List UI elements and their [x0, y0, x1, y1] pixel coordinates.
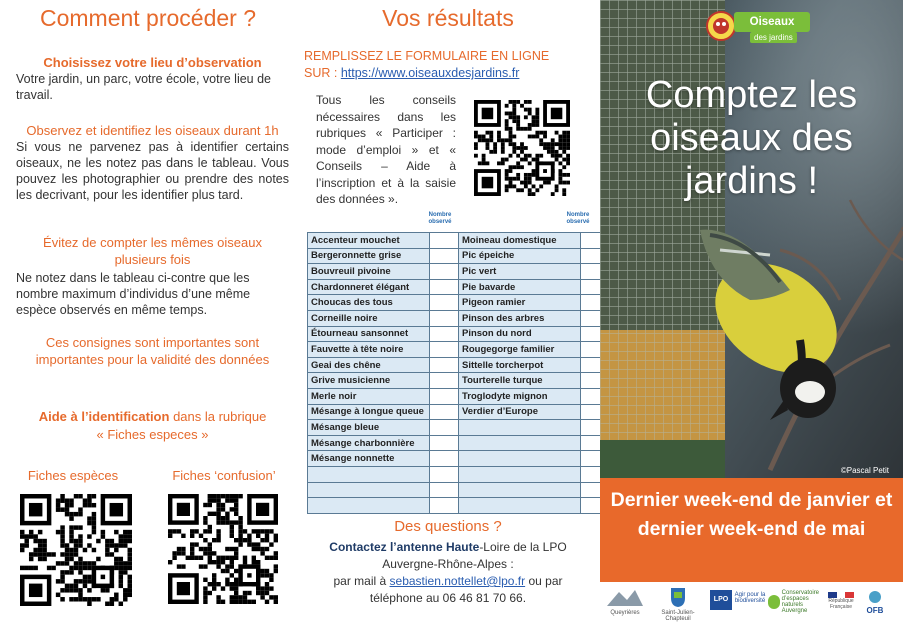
bird-name-cell: Pinson des arbres	[459, 310, 581, 326]
identification-help-bold: Aide à l’identification	[38, 409, 170, 424]
bird-name-cell: Pic vert	[459, 264, 581, 280]
tips-text: Tous les conseils nécessaires dans les rubriques « Participer : mode d’emploi » et « Conseils – Aide à l’inscription et à la saisie des données ».	[316, 93, 456, 206]
table-row	[308, 233, 610, 249]
table-row	[308, 466, 610, 482]
table-row	[308, 264, 610, 280]
bird-name-cell: Tourterelle turque	[459, 373, 581, 389]
bird-name-cell: Pinson du nord	[459, 326, 581, 342]
bird-name-cell: Bergeronnette grise	[308, 248, 430, 264]
bird-name-cell: Pie bavarde	[459, 279, 581, 295]
bird-name-cell	[308, 466, 430, 482]
bird-name-cell	[459, 466, 581, 482]
how-to-column	[0, 0, 296, 626]
count-cell[interactable]	[430, 388, 459, 404]
fill-form-sur: SUR :	[304, 66, 341, 80]
logo-subtitle: des jardins	[750, 32, 797, 43]
bird-name-cell: Bouvreuil pivoine	[308, 264, 430, 280]
table-row	[308, 435, 610, 451]
contact-rest: -Loire de la LPO Auvergne-Rhône-Alpes :	[382, 540, 567, 571]
table-row	[308, 357, 610, 373]
bird-name-cell: Geai des chêne	[308, 357, 430, 373]
section-avoid	[16, 234, 289, 318]
section-important-title: Ces consignes sont importantes sont importantes pour la validité des données	[35, 335, 270, 367]
section-observe-title: Observez et identifiez les oiseaux durant 1h	[26, 123, 279, 138]
photo-credit: ©Pascal Petit	[840, 466, 889, 475]
table-row	[308, 310, 610, 326]
bird-name-cell: Corneille noire	[308, 310, 430, 326]
bird-name-cell	[308, 498, 430, 514]
bird-name-cell	[459, 498, 581, 514]
table-row	[308, 482, 610, 498]
count-cell[interactable]	[430, 498, 459, 514]
partner-logo: LPO	[710, 590, 734, 610]
partner-logos	[600, 582, 903, 626]
partner-logo: OFB	[860, 590, 890, 615]
oiseaux-des-jardins-logo	[706, 6, 810, 46]
table-row	[308, 342, 610, 358]
bird-name-cell: Troglodyte mignon	[459, 388, 581, 404]
bird-name-cell: Moineau domestique	[459, 233, 581, 249]
identification-help	[16, 408, 289, 444]
table-row	[308, 373, 610, 389]
partner-logo: Agir pour la biodiversité	[734, 592, 766, 604]
partner-logo: Queyrières	[602, 586, 648, 616]
questions-title: Des questions ?	[394, 518, 502, 535]
count-cell[interactable]	[430, 279, 459, 295]
dates-text: Dernier week-end de janvier et dernier week-end de mai	[610, 489, 893, 540]
section-observe	[16, 122, 289, 203]
table-row	[308, 388, 610, 404]
fill-form-text	[304, 48, 594, 82]
bird-name-cell: Accenteur mouchet	[308, 233, 430, 249]
bird-name-cell	[459, 435, 581, 451]
table-row	[308, 248, 610, 264]
bird-name-cell: Merle noir	[308, 388, 430, 404]
section-location	[16, 54, 289, 103]
qr-code-icon[interactable]	[20, 494, 132, 606]
bird-name-cell: Rougegorge familier	[459, 342, 581, 358]
bird-name-cell: Pic épeiche	[459, 248, 581, 264]
table-row	[308, 498, 610, 514]
bird-count-table	[307, 232, 610, 514]
bird-name-cell: Grive musicienne	[308, 373, 430, 389]
count-header-left: Nombre observé	[428, 212, 452, 225]
section-location-title: Choisissez votre lieu d’observation	[43, 55, 262, 70]
logo-title: Oiseaux	[734, 12, 810, 32]
mountain-icon	[605, 586, 645, 608]
questions-body	[296, 539, 600, 607]
bird-name-cell: Pigeon ramier	[459, 295, 581, 311]
bird-name-cell: Étourneau sansonnet	[308, 326, 430, 342]
table-row	[308, 279, 610, 295]
questions-section	[296, 518, 600, 607]
identification-help-rest: dans la rubrique « Fiches especes »	[96, 409, 267, 442]
cover-column	[600, 0, 903, 626]
bird-name-cell	[308, 482, 430, 498]
count-cell[interactable]	[430, 326, 459, 342]
mail-post: ou par téléphone au 06 46 81 70 66.	[369, 574, 563, 605]
bird-name-cell: Mésange nonnette	[308, 451, 430, 467]
bird-name-cell	[459, 420, 581, 436]
bird-name-cell: Fauvette à tête noire	[308, 342, 430, 358]
partner-logo: Saint-Julien-Chapteuil	[650, 586, 706, 622]
bird-name-cell: Mésange charbonnière	[308, 435, 430, 451]
count-cell[interactable]	[430, 310, 459, 326]
qr-code-icon[interactable]	[474, 100, 570, 196]
section-avoid-title: Évitez de compter les mêmes oiseaux plusieurs fois	[43, 235, 262, 267]
section-avoid-body: Ne notez dans le tableau ci-contre que les nombre maximum d’individus d’une même espèce observés en même temps.	[16, 271, 251, 317]
section-observe-body: Si vous ne parvenez pas à identifier certains oiseaux, ne les notez pas dans le tableau. Vous pouvez les photographier ou prendre des notes les decrivant, pour les identifier plus tard.	[16, 140, 289, 202]
qr-code-icon[interactable]	[168, 494, 278, 604]
count-cell[interactable]	[430, 373, 459, 389]
how-to-title: Comment procéder ?	[39, 5, 257, 31]
bird-name-cell: Verdier d’Europe	[459, 404, 581, 420]
count-cell[interactable]	[430, 342, 459, 358]
table-row	[308, 326, 610, 342]
bird-name-cell: Mésange à longue queue	[308, 404, 430, 420]
bird-name-cell	[459, 451, 581, 467]
bird-name-cell	[459, 482, 581, 498]
contact-bold: Contactez l’antenne Haute	[329, 540, 480, 554]
count-cell[interactable]	[430, 435, 459, 451]
section-important	[16, 334, 289, 368]
section-location-body: Votre jardin, un parc, votre école, votre lieu de travail.	[16, 72, 272, 102]
bird-name-cell: Mésange bleue	[308, 420, 430, 436]
mascot-icon	[706, 6, 736, 46]
dates-band	[600, 478, 903, 582]
table-row	[308, 295, 610, 311]
bird-name-cell: Chardonneret élégant	[308, 279, 430, 295]
email-link[interactable]: sebastien.nottellet@lpo.fr	[389, 574, 526, 588]
count-cell[interactable]	[430, 451, 459, 467]
table-row	[308, 420, 610, 436]
bird-name-cell: Choucas des tous	[308, 295, 430, 311]
tit-bird-photo	[600, 0, 903, 478]
website-link[interactable]: https://www.oiseauxdesjardins.fr	[340, 66, 520, 80]
results-title: Vos résultats	[382, 5, 514, 31]
count-cell[interactable]	[430, 420, 459, 436]
count-cell[interactable]	[430, 466, 459, 482]
hero-title: Comptez les oiseaux des jardins !	[645, 74, 858, 202]
table-row	[308, 451, 610, 467]
count-cell[interactable]	[430, 357, 459, 373]
count-cell[interactable]	[430, 404, 459, 420]
table-row	[308, 404, 610, 420]
qr-species-label: Fiches espèces	[27, 468, 119, 483]
ofb-icon	[864, 590, 886, 604]
partner-logo: Conservatoire d’espaces naturels Auvergne	[768, 590, 824, 614]
qr-confusion-label: Fiches ‘confusion’	[172, 468, 276, 483]
partner-logo: République Française	[828, 592, 854, 610]
count-cell[interactable]	[430, 482, 459, 498]
count-header-right: Nombre observé	[566, 212, 590, 225]
count-cell[interactable]	[430, 248, 459, 264]
count-cell[interactable]	[430, 264, 459, 280]
bird-name-cell: Sittelle torcherpot	[459, 357, 581, 373]
mail-pre: par mail à	[333, 574, 390, 588]
shield-icon	[669, 586, 687, 608]
fill-form-line: REMPLISSEZ LE FORMULAIRE EN LIGNE	[304, 49, 550, 63]
count-cell[interactable]	[430, 295, 459, 311]
count-cell[interactable]	[430, 233, 459, 249]
